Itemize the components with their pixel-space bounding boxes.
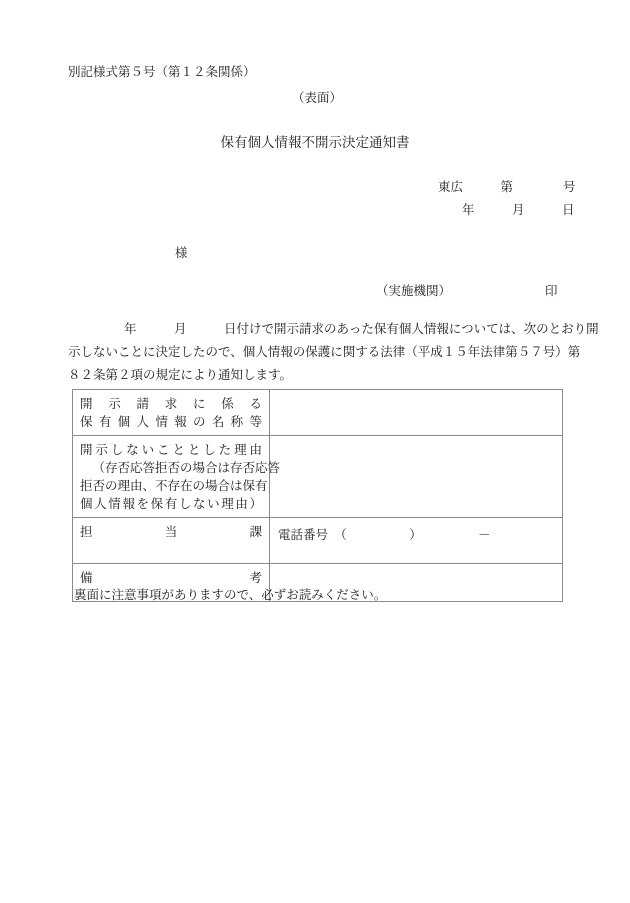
label-line: 個人情報を保有しない理由） (80, 497, 262, 511)
page-title: 保有個人情報不開示決定通知書 (220, 135, 410, 150)
body-line-2: 示しないことに決定したので、個人情報の保護に関する法律（平成１５年法律第５７号）第 (68, 345, 581, 359)
row-value-disclosure-request-info[interactable] (270, 390, 563, 436)
document-number-line: 東広 第 号 (438, 180, 576, 194)
row-label-disclosure-request-info (73, 390, 270, 436)
label-line: 保有個人情報の名称等 (80, 415, 262, 429)
table-row (73, 390, 563, 436)
issuer-label: （実施機関） (376, 284, 452, 298)
body-line-1: 年 月 日付けで開示請求のあった保有個人情報については、次のとおり開 (124, 322, 599, 336)
row-label-responsible-division (73, 518, 270, 564)
seal-mark: 印 (545, 284, 558, 298)
addressee-suffix: 様 (175, 246, 188, 260)
body-paragraph (68, 318, 599, 387)
label-line: 開示請求に係る (80, 397, 262, 411)
label-line: 備 考 (80, 571, 262, 585)
label-line: （存否応答拒否の場合は存否応答 (92, 461, 281, 475)
table-row (73, 436, 563, 518)
telephone-number-field[interactable]: 電話番号 （ ） － (278, 528, 491, 542)
notice-table (72, 389, 563, 602)
row-label-reason-for-nondisclosure (73, 436, 281, 518)
label-line: 開示しないこととした理由 (80, 443, 262, 457)
label-line: 担 当 課 (80, 525, 262, 539)
label-line: 拒否の理由、不存在の場合は保有 (80, 479, 268, 493)
form-number: 別記様式第５号（第１２条関係） (68, 65, 256, 79)
issue-date-line: 年 月 日 (462, 203, 575, 217)
side-label: （表面） (292, 91, 343, 105)
body-line-3: ８２条第２項の規定により通知します。 (68, 368, 293, 382)
row-value-reason-for-nondisclosure[interactable] (270, 436, 563, 518)
footer-note: 裏面に注意事項がありますので、必ずお読みください。 (74, 588, 387, 602)
